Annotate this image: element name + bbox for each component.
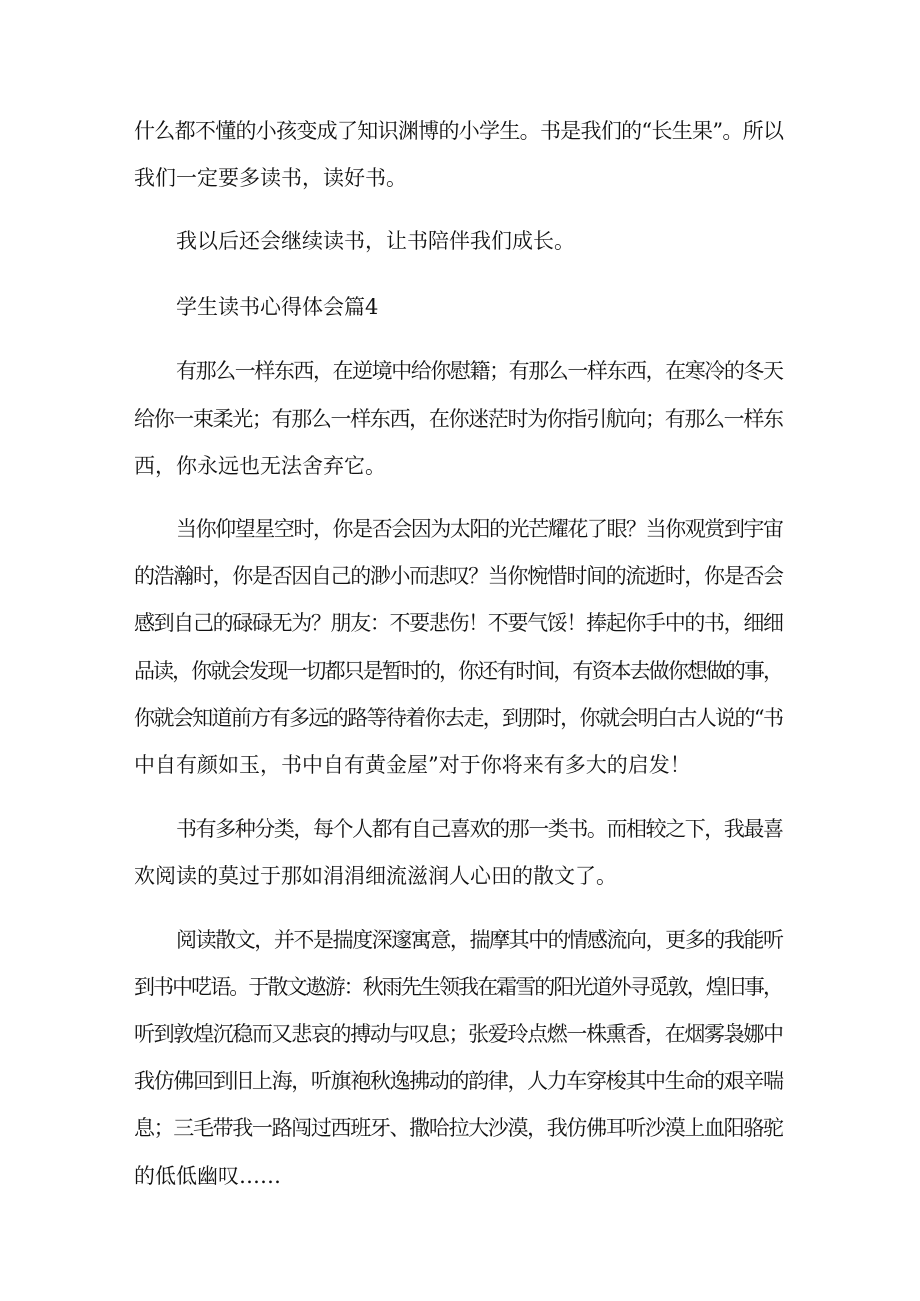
text-line: 息；三毛带我一路闯过西班牙、撒哈拉大沙漠，我仿佛耳听沙漠上血阳骆驼 [134, 1116, 783, 1140]
text-line: 书有多种分类，每个人都有自己喜欢的那一类书。而相较之下，我最喜 [176, 817, 783, 841]
text-line: 西，你永远也无法舍弃它。 [134, 454, 386, 478]
text-line: 品读，你就会发现一切都只是暂时的，你还有时间，有资本去做你想做的事， [134, 659, 783, 683]
text-line: 当你仰望星空时，你是否会因为太阳的光芒耀花了眼？当你观赏到宇宙 [176, 517, 783, 541]
text-line: 到书中呓语。于散文遨游：秋雨先生领我在霜雪的阳光道外寻觅敦，煌旧事， [134, 975, 783, 999]
text-line: 的低低幽叹…… [134, 1164, 281, 1188]
text-line: 的浩瀚时，你是否因自己的渺小而悲叹？当你惋惜时间的流逝时，你是否会 [134, 564, 783, 588]
text-line: 中自有颜如玉，书中自有黄金屋”对于你将来有多大的启发！ [134, 753, 691, 777]
text-line: 我以后还会继续读书，让书陪伴我们成长。 [176, 229, 575, 253]
text-line: 我们一定要多读书，读好书。 [134, 166, 407, 190]
text-line: 我仿佛回到旧上海，听旗袍秋逸拂动的韵律，人力车穿梭其中生命的艰辛喘 [134, 1069, 783, 1093]
section-heading: 学生读书心得体会篇4 [176, 295, 379, 319]
text-line: 阅读散文，并不是揣度深邃寓意，揣摩其中的情感流向，更多的我能听 [176, 928, 783, 952]
text-line: 有那么一样东西，在逆境中给你慰籍；有那么一样东西，在寒冷的冬天 [176, 359, 783, 383]
text-line: 给你一束柔光；有那么一样东西，在你迷茫时为你指引航向；有那么一样东 [134, 407, 783, 431]
text-line: 什么都不懂的小孩变成了知识渊博的小学生。书是我们的“长生果”。所以 [134, 119, 784, 143]
text-line: 欢阅读的莫过于那如涓涓细流滋润人心田的散文了。 [134, 864, 617, 888]
text-line: 听到敦煌沉稳而又悲哀的搏动与叹息；张爱玲点燃一株熏香，在烟雾袅娜中 [134, 1022, 783, 1046]
text-line: 感到自己的碌碌无为？朋友：不要悲伤！不要气馁！捧起你手中的书，细细 [134, 611, 783, 635]
text-line: 你就会知道前方有多远的路等待着你去走，到那时，你就会明白古人说的“书 [134, 706, 783, 730]
